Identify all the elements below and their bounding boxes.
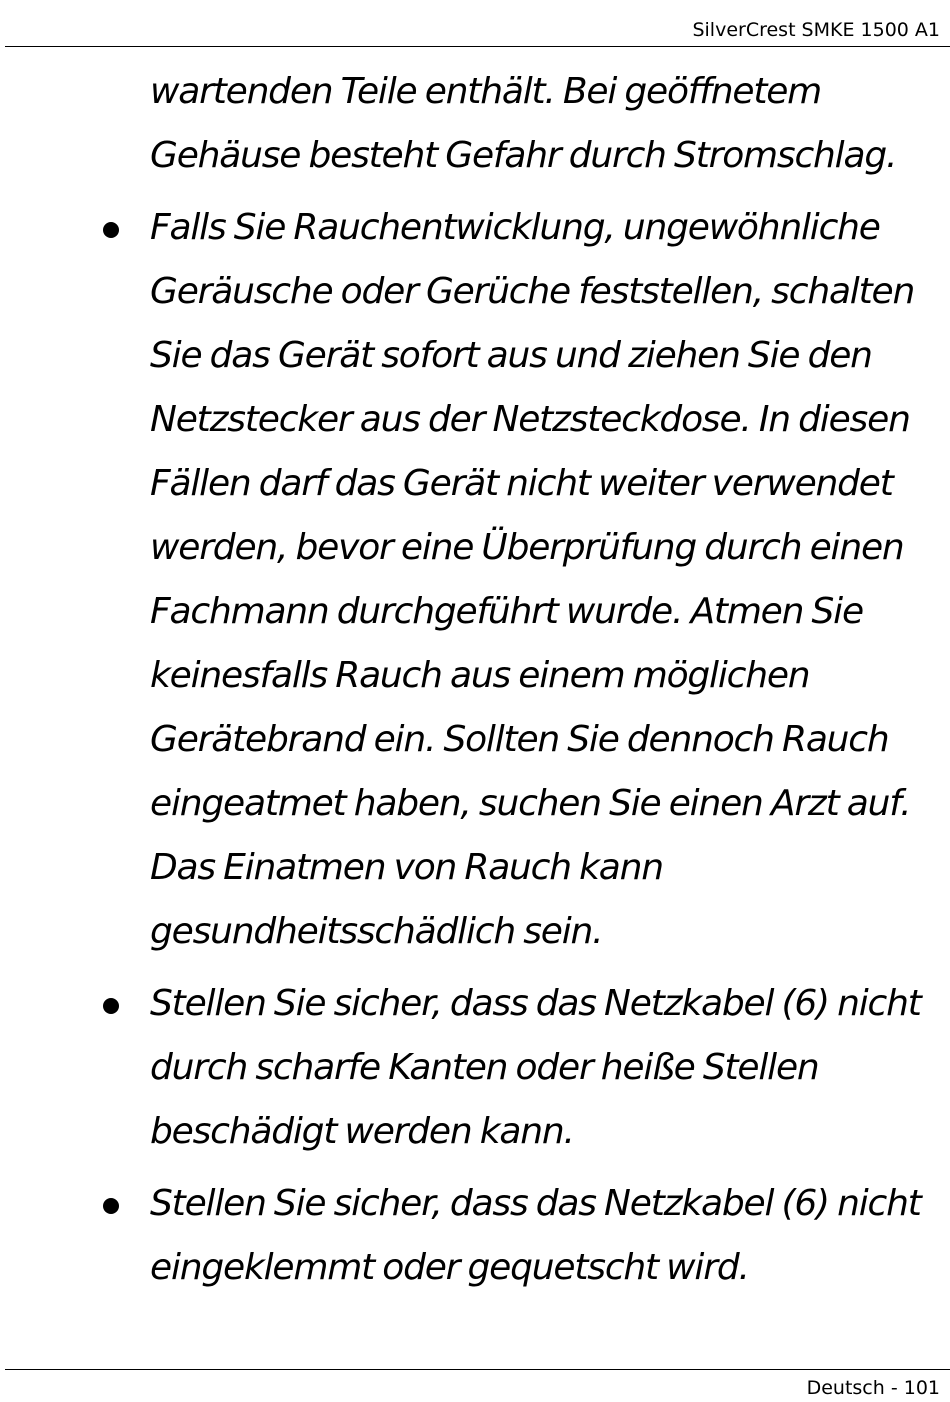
header-divider	[5, 46, 950, 47]
header-title: SilverCrest SMKE 1500 A1	[692, 19, 940, 41]
bullet-icon	[103, 998, 119, 1014]
bullet-icon	[103, 1198, 119, 1214]
continuation-text: wartenden Teile enthält. Bei geöffnetem Gehäuse besteht Gefahr durch Stromschlag.	[150, 71, 897, 176]
bullet-item	[0, 1172, 950, 1300]
footer-divider	[5, 1369, 950, 1370]
continuation-paragraph	[0, 60, 950, 188]
bullet-icon	[103, 222, 119, 238]
bullet-item	[0, 196, 950, 964]
bullet-text: Stellen Sie sicher, dass das Netzkabel (6) nicht eingeklemmt oder gequetscht wird.	[150, 1183, 921, 1288]
bullet-text: Stellen Sie sicher, dass das Netzkabel (6) nicht durch scharfe Kanten oder heiße Stellen beschädigt werden kann.	[150, 983, 921, 1152]
page-header	[0, 0, 950, 48]
bullet-text: Falls Sie Rauchentwicklung, ungewöhnliche Geräusche oder Gerüche feststellen, schalten Sie das Gerät sofort aus und ziehen Sie den Netzstecker aus der Netzsteckdose. In diesen Fällen darf das Gerät nicht weiter verwendet werden, bevor eine Überprüfung durch einen Fachmann durchgeführt wurde. Atmen Sie keinesfalls Rauch aus einem möglichen Gerätebrand ein. Sollten Sie dennoch Rauch eingeatmet haben, suchen Sie einen Arzt auf. Das Einatmen von Rauch kann gesundheitsschädlich sein.	[150, 207, 915, 952]
page-footer	[0, 1366, 950, 1402]
page-content	[0, 60, 950, 1308]
page-number: Deutsch - 101	[806, 1377, 940, 1399]
bullet-item	[0, 972, 950, 1164]
